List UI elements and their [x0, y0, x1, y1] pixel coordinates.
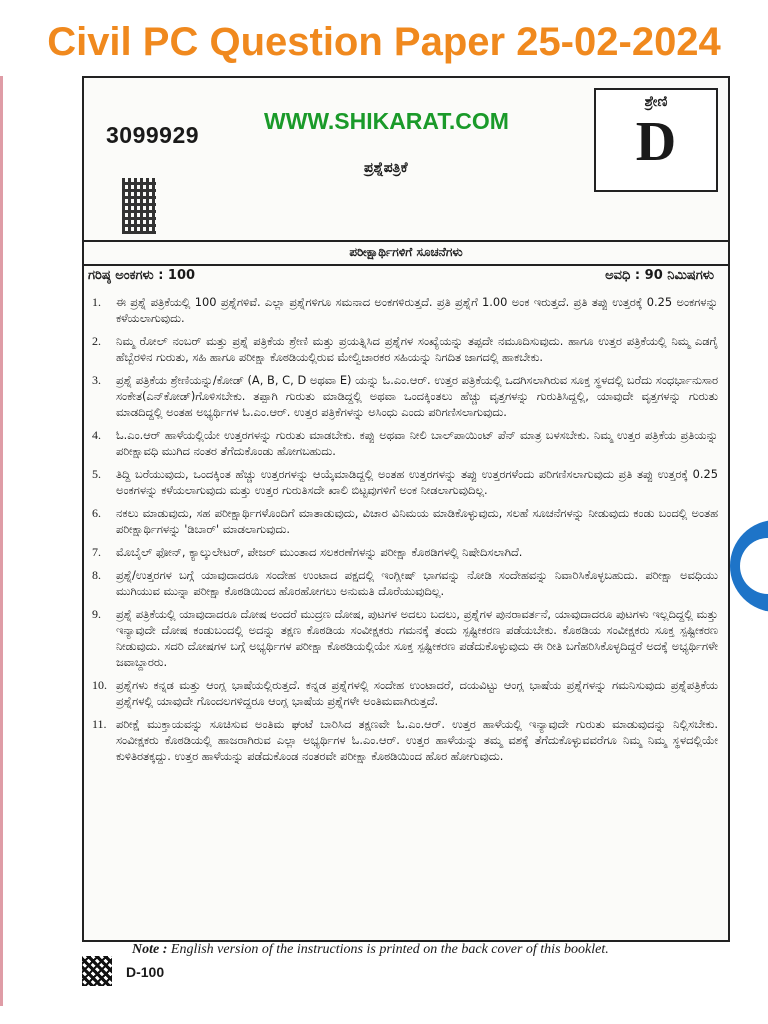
series-label: ಶ್ರೇಣಿ — [644, 94, 668, 110]
instruction-text: ಈ ಪ್ರಶ್ನೆ ಪತ್ರಿಕೆಯಲ್ಲಿ 100 ಪ್ರಶ್ನೆಗಳಿವೆ. ಎಲ್ಲಾ ಪ್ರಶ್ನೆಗಳಿಗೂ ಸಮನಾದ ಅಂಕಗಳಿರುತ್ತದೆ. ಪ್ರತಿ ಪ್ರಶ್ನೆಗೆ 1.00 ಅಂಕ ಇರುತ್ತದೆ. ಪ್ರತಿ ತಪ್ಪು ಉತ್ತರಕ್ಕೆ 0.25 ಅಂಕಗಳನ್ನು ಕಳೆಯಲಾಗುವುದು. — [116, 295, 718, 325]
website-watermark: WWW.SHIKARAT.COM — [264, 108, 509, 134]
instruction-text: ಪರೀಕ್ಷೆ ಮುಕ್ತಾಯವನ್ನು ಸೂಚಿಸುವ ಅಂತಿಮ ಘಂಟೆ ಬಾರಿಸಿದ ತಕ್ಷಣವೇ ಓ.ಎಂ.ಆರ್. ಉತ್ತರ ಹಾಳೆಯಲ್ಲಿ ಇನ್ಯಾವುದೇ ಗುರುತು ಮಾಡುವುದನ್ನು ನಿಲ್ಲಿಸಬೇಕು. ಸಂವೀಕ್ಷಕರು ಕೊಠಡಿಯಲ್ಲಿ ಹಾಜರಾಗಿರುವ ಎಲ್ಲಾ ಅಭ್ಯರ್ಥಿಗಳ ಓ.ಎಂ.ಆರ್. ಉತ್ತರ ಹಾಳೆಯನ್ನು ತಮ್ಮ ವಶಕ್ಕೆ ತೆಗೆದುಕೊಳ್ಳುವವರೆಗೂ ನಿಮ್ಮ ನಿಮ್ಮ ಸ್ಥಳದಲ್ಲಿಯೇ ಕುಳಿತಿರತಕ್ಕದ್ದು. ಉತ್ತರ ಹಾಳೆಯನ್ನು ಪಡೆದುಕೊಂಡ ನಂತರವೇ ಪರೀಕ್ಷಾ ಕೊಠಡಿಯಿಂದ ಹೊರ ಹೋಗುವುದು. — [116, 717, 718, 763]
instruction-text: ನಕಲು ಮಾಡುವುದು, ಸಹ ಪರೀಕ್ಷಾರ್ಥಿಗಳೊಂದಿಗೆ ಮಾತಾಡುವುದು, ವಿಚಾರ ವಿನಿಮಯ ಮಾಡಿಕೊಳ್ಳುವುದು, ಸಲಹೆ ಸೂಚನೆಗಳನ್ನು ನೀಡುವುದು ಕಂಡು ಬಂದಲ್ಲಿ ಅಂತಹ ಪರೀಕ್ಷಾರ್ಥಿಗಳನ್ನು 'ಡಿಬಾರ್' ಮಾಡಲಾಗುವುದು. — [116, 506, 718, 536]
instruction-number: 11. — [92, 717, 107, 731]
question-paper-sheet — [82, 76, 730, 942]
instruction-text: ಓ.ಎಂ.ಆರ್ ಹಾಳೆಯಲ್ಲಿಯೇ ಉತ್ತರಗಳನ್ನು ಗುರುತು ಮಾಡಬೇಕು. ಕಪ್ಪು ಅಥವಾ ನೀಲಿ ಬಾಲ್‌ಪಾಯಿಂಟ್ ಪೆನ್ ಮಾತ್ರ ಬಳಸಬೇಕು. ನಿಮ್ಮ ಉತ್ತರ ಪತ್ರಿಕೆಯ ಪ್ರತಿಯನ್ನು ಪರೀಕ್ಷಾವಧಿ ಮುಗಿದ ನಂತರ ತೆಗೆದುಕೊಂಡು ಹೋಗಬಹುದು. — [116, 428, 718, 458]
series-box — [594, 88, 718, 192]
instruction-item — [92, 372, 718, 420]
instructions-heading: ಪರೀಕ್ಷಾರ್ಥಿಗಳಿಗೆ ಸೂಚನೆಗಳು — [349, 245, 463, 259]
note-text: English version of the instructions is printed on the back cover of this booklet. — [170, 942, 609, 957]
instruction-item — [92, 505, 718, 537]
series-letter: D — [635, 111, 677, 173]
instruction-number: 10. — [92, 678, 107, 692]
divider-top — [84, 240, 728, 242]
instruction-item — [92, 567, 718, 599]
footer-note — [132, 942, 609, 958]
instruction-number: 6. — [92, 506, 101, 520]
instruction-text: ಮೊಬೈಲ್ ಫೋನ್, ಕ್ಯಾಲ್ಕುಲೇಟರ್, ಪೇಜರ್ ಮುಂತಾದ ಸಲಕರಣೆಗಳನ್ನು ಪರೀಕ್ಷಾ ಕೊಠಡಿಗಳಲ್ಲಿ ನಿಷೇದಿಸಲಾಗಿದೆ. — [116, 545, 523, 559]
instruction-item — [92, 466, 718, 498]
instruction-number: 9. — [92, 607, 101, 621]
barcode-icon — [82, 956, 112, 986]
instruction-text: ಪ್ರಶ್ನೆಗಳು ಕನ್ನಡ ಮತ್ತು ಆಂಗ್ಲ ಭಾಷೆಯಲ್ಲಿರುತ್ತದೆ. ಕನ್ನಡ ಪ್ರಶ್ನೆಗಳಲ್ಲಿ ಸಂದೇಹ ಉಂಟಾದರೆ, ದಯವಿಟ್ಟು ಆಂಗ್ಲ ಭಾಷೆಯ ಪ್ರಶ್ನೆಗಳನ್ನು ಗಮನಿಸುವುದು ಪ್ರಶ್ನೆಪತ್ರಿಕೆಯ ಪ್ರಶ್ನೆಗಳಲ್ಲಿ ಯಾವುದೇ ಗೊಂದಲಗಳಿದ್ದರೂ ಆಂಗ್ಲ ಭಾಷೆಯ ಪ್ರಶ್ನೆಗಳೇ ಅಂತಿಮವಾಗಿರುತ್ತದೆ. — [116, 678, 718, 708]
instruction-text: ನಿಮ್ಮ ರೋಲ್ ನಂಬರ್ ಮತ್ತು ಪ್ರಶ್ನೆ ಪತ್ರಿಕೆಯ ಶ್ರೇಣಿ ಮತ್ತು ಪ್ರಯತ್ನಿಸಿದ ಪ್ರಶ್ನೆಗಳ ಸಂಖ್ಯೆಯನ್ನು ತಪ್ಪದೇ ನಮೂದಿಸುವುದು. ಹಾಗೂ ಉತ್ತರ ಪತ್ರಿಕೆಯಲ್ಲಿ ನಿಮ್ಮ ಎಡಗೈ ಹೆಬ್ಬೆರಳಿನ ಗುರುತು, ಸಹಿ ಹಾಗೂ ಪರೀಕ್ಷಾ ಕೊಠಡಿಯಲ್ಲಿರುವ ಮೇಲ್ವಿಚಾರಕರ ಸಹಿಯನ್ನು ನಿಗದಿತ ಜಾಗದಲ್ಲಿ ಹಾಕಬೇಕು. — [116, 334, 718, 364]
max-marks: ಗರಿಷ್ಠ ಅಂಕಗಳು : 100 — [88, 268, 196, 283]
instruction-text: ತಿದ್ದಿ ಬರೆಯುವುದು, ಒಂದಕ್ಕಿಂತ ಹೆಚ್ಚು ಉತ್ತರಗಳನ್ನು ಆಯ್ಕೆಮಾಡಿದ್ದಲ್ಲಿ ಅಂತಹ ಉತ್ತರಗಳನ್ನು ತಪ್ಪು ಉತ್ತರಗಳೆಂದು ಪರಿಗಣಿಸಲಾಗುವುದು ಪ್ರತಿ ತಪ್ಪು ಉತ್ತರಕ್ಕೆ 0.25 ಅಂಕಗಳನ್ನು ಕಳೆಯಲಾಗುವುದು ಮತ್ತು ಉತ್ತರ ಗುರುತಿಸದೇ ಖಾಲಿ ಬಿಟ್ಟವುಗಳಿಗೆ ಅಂಕ ನೀಡಲಾಗುವುದಿಲ್ಲ. — [116, 467, 718, 497]
instructions-list — [92, 294, 718, 771]
qr-code-icon — [122, 178, 156, 234]
divider-bottom — [84, 264, 728, 266]
paper-title: ಪ್ರಶ್ನೆಪತ್ರಿಕೆ — [364, 160, 408, 176]
banner-title: Civil PC Question Paper 25-02-2024 — [47, 20, 721, 64]
duration: ಅವಧಿ : 90 ನಿಮಿಷಗಳು — [605, 268, 714, 283]
instruction-item — [92, 333, 718, 365]
instruction-number: 5. — [92, 467, 101, 481]
left-edge-strip — [0, 76, 3, 1006]
instruction-item — [92, 716, 718, 764]
instruction-number: 7. — [92, 545, 101, 559]
note-label: Note : — [132, 942, 168, 957]
instruction-item — [92, 294, 718, 326]
instruction-text: ಪ್ರಶ್ನೆ/ಉತ್ತರಗಳ ಬಗ್ಗೆ ಯಾವುದಾದರೂ ಸಂದೇಹ ಉಂಟಾದ ಪಕ್ಷದಲ್ಲಿ ಇಂಗ್ಲೀಷ್ ಭಾಗವನ್ನು ನೋಡಿ ಸಂದೇಹವನ್ನು ನಿವಾರಿಸಿಕೊಳ್ಳಬಹುದು. ಪರೀಕ್ಷಾ ಅವಧಿಯು ಮುಗಿಯುವ ಮುನ್ನಾ ಪರೀಕ್ಷಾ ಕೊಠಡಿಯಿಂದ ಹೊರಹೋಗಲು ಅನುಮತಿ ದೊರೆಯುವುದಿಲ್ಲ. — [116, 568, 718, 598]
instruction-number: 4. — [92, 428, 101, 442]
instruction-item — [92, 427, 718, 459]
instruction-number: 8. — [92, 568, 101, 582]
instruction-item — [92, 677, 718, 709]
booklet-code: D-100 — [126, 964, 165, 980]
instruction-number: 1. — [92, 295, 101, 309]
instruction-text: ಪ್ರಶ್ನೆ ಪತ್ರಿಕೆಯಲ್ಲಿ ಯಾವುದಾದರೂ ದೋಷ ಅಂದರೆ ಮುದ್ರಣ ದೋಷ, ಪುಟಗಳ ಅದಲು ಬದಲು, ಪ್ರಶ್ನೆಗಳ ಪುನರಾವರ್ತನೆ, ಯಾವುದಾದರೂ ಪುಟಗಳು ಇಲ್ಲದಿದ್ದಲ್ಲಿ ಮತ್ತು ಇನ್ಯಾವುದೇ ದೋಷ ಕಂಡುಬಂದಲ್ಲಿ ಅದನ್ನು ತಕ್ಷಣ ಕೊಠಡಿಯ ಸಂವೀಕ್ಷಕರು ಗಮನಕ್ಕೆ ತಂದು ಸ್ಪಷ್ಟೀಕರಣ ಪಡೆಯಬೇಕು. ಕೊಠಡಿಯ ಸಂವೀಕ್ಷಕರು ಸೂಕ್ತ ಸ್ಪಷ್ಟೀಕರಣ ನೀಡುವುದು. ಸದರಿ ದೋಷಗಳ ಬಗ್ಗೆ ಅಭ್ಯರ್ಥಿಗಳ ಪರೀಕ್ಷಾ ಕೊಠಡಿಯಲ್ಲಿಯೇ ಸೂಕ್ತ ಸ್ಪಷ್ಟೀಕರಣ ಪಡೆದುಕೊಳ್ಳುವುದು ಈ ರೀತಿ ಬಗೆಹರಿಸಿಕೊಳ್ಳದಿದ್ದರೆ ಅದಕ್ಕೆ ಅಭ್ಯರ್ಥಿಗಳೇ ಜವಾಬ್ದಾರರು. — [116, 607, 718, 669]
instruction-item — [92, 544, 718, 560]
instruction-text: ಪ್ರಶ್ನೆ ಪತ್ರಿಕೆಯ ಶ್ರೇಣಿಯನ್ನು/ಕೋಡ್ (A, B, C, D ಅಥವಾ E) ಯನ್ನು ಓ.ಎಂ.ಆರ್. ಉತ್ತರ ಪತ್ರಿಕೆಯಲ್ಲಿ ಒದಗಿಸಲಾಗಿರುವ ಸೂಕ್ತ ಸ್ಥಳದಲ್ಲಿ ಬರೆದು ಸಂಧರ್ಭಾನುಸಾರ ಸಂಕೇತ(ಎನ್‌ಕೋಡ್)ಗೊಳಿಸಬೇಕು. ತಪ್ಪಾಗಿ ಗುರುತು ಮಾಡಿದ್ದಲ್ಲಿ ಅಥವಾ ಒಂದಕ್ಕಿಂತಲು ಹೆಚ್ಚು ವೃತ್ತಗಳನ್ನು ಗುರುತಿಸಿದ್ದಲ್ಲಿ, ಯಾವುದೇ ವೃತ್ತಗಳನ್ನು ಗುರುತು ಮಾಡದಿದ್ದಲ್ಲಿ ಅಂತಹ ಅಭ್ಯರ್ಥಿಗಳ ಓ.ಎಂ.ಆರ್. ಉತ್ತರ ಪತ್ರಿಕೆಗಳನ್ನು ಅಸಿಂಧು ಎಂದು ಪರಿಗಣಿಸಲಾಗುವುದು. — [116, 373, 718, 419]
instruction-item — [92, 606, 718, 670]
instruction-number: 2. — [92, 334, 101, 348]
instruction-number: 3. — [92, 373, 101, 387]
side-badge-icon — [730, 520, 768, 612]
serial-number: 3099929 — [106, 122, 200, 148]
